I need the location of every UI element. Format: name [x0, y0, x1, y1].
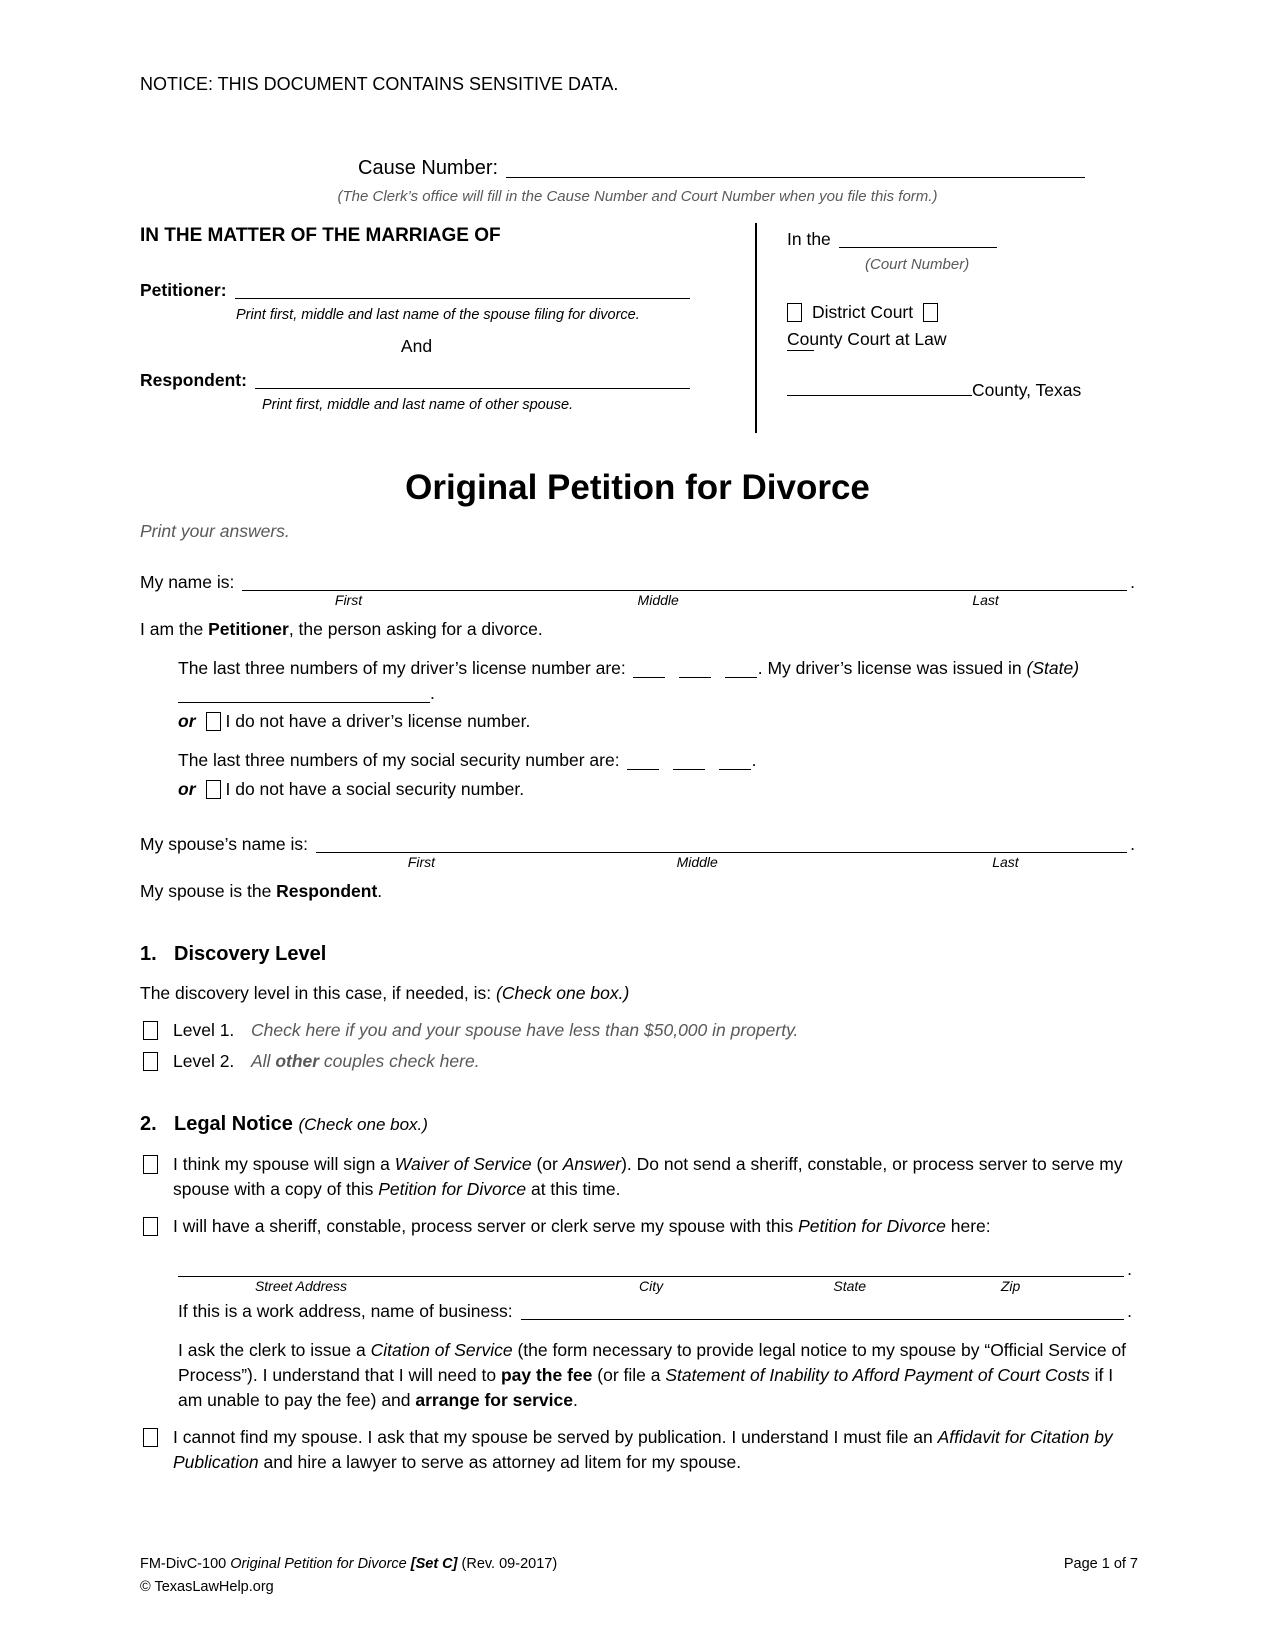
form-revision: (Rev. 09-2017) — [457, 1556, 558, 1573]
last-name-label: Last — [992, 853, 1019, 870]
parties-column — [140, 223, 693, 433]
in-the-court-row — [787, 227, 1135, 252]
city-label: City — [639, 1278, 664, 1295]
answer-term: Answer — [562, 1153, 622, 1174]
district-court-option — [787, 299, 1135, 325]
respondent-name-blank-field[interactable] — [255, 383, 690, 389]
level2-description: All — [251, 1050, 276, 1071]
court-number-blank-field[interactable] — [839, 242, 997, 248]
level2-option — [140, 1049, 1135, 1074]
first-name-label: First — [334, 591, 363, 608]
arrange-for-service-phrase: arrange for service — [415, 1389, 573, 1410]
waiver-checkbox[interactable] — [143, 1155, 158, 1174]
court-type-options — [787, 299, 1135, 352]
form-name: Original Petition for Divorce — [230, 1556, 411, 1573]
respondent-row — [140, 368, 693, 393]
first-name-label: First — [407, 853, 435, 870]
serve-checkbox[interactable] — [143, 1217, 158, 1236]
option-text: at this time. — [526, 1178, 621, 1199]
section1-heading — [140, 940, 1135, 968]
statement-text: I am the — [140, 618, 209, 639]
option-text: I will have a sheriff, constable, process server or clerk serve my spouse with this — [173, 1215, 799, 1236]
form-set: [Set C] — [410, 1556, 458, 1573]
level1-checkbox[interactable] — [143, 1021, 158, 1040]
my-name-blank-field[interactable] — [242, 585, 1127, 608]
citation-text: . — [572, 1389, 578, 1410]
dl-digit-blank-1[interactable] — [633, 660, 665, 678]
county-court-label: County Court at Law — [787, 326, 1135, 352]
pay-the-fee-phrase: pay the fee — [500, 1365, 593, 1386]
check-one-box-note: (Check one box.) — [496, 983, 630, 1004]
case-caption-block — [140, 223, 1135, 433]
waiver-of-service-term: Waiver of Service — [394, 1153, 532, 1174]
middle-name-label: Middle — [637, 591, 679, 608]
form-title: Original Petition for Divorce — [405, 468, 870, 508]
petition-term: Petition for Divorce — [378, 1178, 527, 1199]
no-drivers-license-checkbox[interactable] — [206, 712, 221, 731]
check-one-box-note: (Check one box.) — [298, 1114, 428, 1134]
in-the-label: In the — [787, 229, 831, 250]
dl-state-blank-field[interactable] — [178, 685, 430, 703]
ssn-lead-text: The last three numbers of my social security number are: — [178, 750, 620, 771]
statement-text: , the person asking for a divorce. — [288, 618, 543, 639]
service-address-blank-field[interactable] — [178, 1271, 1124, 1295]
middle-name-label: Middle — [676, 853, 718, 870]
section2-number: 2. — [140, 1112, 157, 1135]
level1-label: Level 1. — [173, 1019, 235, 1040]
or-label: or — [178, 711, 196, 732]
intro-text: The discovery level in this case, if needed, is: — [140, 983, 497, 1004]
or-label: or — [178, 779, 196, 800]
option-text: (or — [531, 1153, 563, 1174]
section2-title: Legal Notice — [174, 1112, 293, 1135]
dl-digit-blank-3[interactable] — [725, 660, 757, 678]
citation-text: (or file a — [592, 1365, 666, 1386]
matter-of-marriage-title: IN THE MATTER OF THE MARRIAGE OF — [140, 225, 501, 247]
my-name-row — [140, 570, 1135, 608]
citation-paragraph — [178, 1338, 1135, 1413]
state-label: State — [833, 1278, 867, 1295]
no-ssn-checkbox[interactable] — [206, 780, 221, 799]
serve-text — [173, 1214, 1135, 1239]
ssn-paragraph — [178, 748, 1135, 773]
court-number-caption: (Court Number) — [865, 256, 970, 274]
section1-title: Discovery Level — [174, 942, 327, 965]
publication-text — [173, 1425, 1135, 1475]
level2-checkbox[interactable] — [143, 1052, 158, 1071]
option-text: I think my spouse will sign a — [173, 1153, 395, 1174]
citation-of-service-term: Citation of Service — [370, 1340, 513, 1361]
petitioner-name-blank-field[interactable] — [235, 293, 690, 299]
respondent-caption: Print first, middle and last name of other spouse. — [262, 397, 574, 414]
option-text: here: — [945, 1215, 991, 1236]
sentence-period: . — [1130, 833, 1135, 854]
sentence-period: . — [751, 750, 757, 771]
dl-mid-text: . My driver’s license was issued in — [757, 657, 1027, 678]
district-court-label: District Court — [812, 302, 914, 323]
cause-number-row — [358, 154, 1088, 182]
no-drivers-license-option — [178, 709, 1135, 734]
county-row — [787, 378, 1135, 403]
waiver-option — [140, 1152, 1135, 1202]
state-hint-label: (State) — [1026, 657, 1080, 678]
waiver-text — [173, 1152, 1135, 1202]
statement-text: My spouse is the — [140, 880, 277, 901]
spouse-name-label: My spouse’s name is: — [140, 833, 308, 854]
work-address-row — [178, 1299, 1132, 1324]
last-name-label: Last — [972, 591, 999, 608]
level1-text — [173, 1018, 1135, 1043]
citation-text: I ask the clerk to issue a — [178, 1340, 371, 1361]
district-court-checkbox[interactable] — [787, 303, 802, 322]
section2-heading — [140, 1110, 1135, 1138]
my-name-label: My name is: — [140, 572, 235, 593]
service-address-row — [178, 1257, 1132, 1295]
spouse-name-row — [140, 832, 1135, 870]
publication-checkbox[interactable] — [143, 1428, 158, 1447]
sentence-period: . — [430, 682, 435, 703]
affidavit-term: Affidavit for Citation by Publication — [173, 1426, 1113, 1472]
cause-number-caption: (The Clerk’s office will fill in the Cause Number and Court Number when you file this form.) — [337, 187, 938, 205]
dl-lead-text: The last three numbers of my driver’s license number are: — [178, 657, 626, 678]
sentence-period: . — [1130, 572, 1135, 593]
no-ssn-option — [178, 777, 1135, 802]
column-gap — [693, 223, 755, 433]
sentence-period: . — [1127, 1258, 1132, 1279]
petitioner-word: Petitioner — [208, 618, 289, 639]
copyright-line: © TexasLawHelp.org — [140, 1578, 274, 1595]
serve-option — [140, 1214, 1135, 1239]
form-code: FM-DivC-100 — [140, 1556, 231, 1573]
petitioner-caption: Print first, middle and last name of the spouse filing for divorce. — [236, 307, 640, 324]
option-text: and hire a lawyer to serve as attorney ad litem for my spouse. — [258, 1451, 742, 1472]
spouse-name-blank-field[interactable] — [316, 847, 1127, 870]
ssn-digit-blank-2[interactable] — [673, 753, 705, 771]
ssn-digit-blank-3[interactable] — [719, 753, 751, 771]
street-address-label: Street Address — [254, 1278, 348, 1295]
drivers-license-paragraph — [178, 656, 1135, 706]
and-label: And — [400, 335, 433, 356]
footer-left — [140, 1553, 557, 1598]
publication-option — [140, 1425, 1135, 1475]
petitioner-row — [140, 278, 693, 303]
option-text: I cannot find my spouse. I ask that my spouse be served by publication. I understand I must file an — [173, 1426, 938, 1447]
citation-text: (the form necessary to provide legal notice to my spouse by “Official Service of Process”). I understand that I will need to — [178, 1340, 1127, 1386]
no-drivers-license-label: I do not have a driver’s license number. — [225, 711, 531, 732]
level2-other-word: other — [275, 1050, 320, 1071]
level1-option — [140, 1018, 1135, 1043]
petitioner-label: Petitioner: — [140, 280, 227, 301]
respondent-statement — [140, 879, 1135, 904]
zip-label: Zip — [1000, 1278, 1021, 1295]
level1-description: Check here if you and your spouse have less than $50,000 in property. — [251, 1019, 799, 1040]
page-footer — [140, 1553, 1138, 1598]
dl-digit-blank-2[interactable] — [679, 660, 711, 678]
form-id-line — [140, 1553, 557, 1575]
section1-intro — [140, 981, 1135, 1006]
cause-number-label: Cause Number: — [358, 156, 499, 179]
ssn-digit-blank-1[interactable] — [627, 753, 659, 771]
court-column — [755, 223, 1135, 433]
respondent-label: Respondent: — [140, 370, 247, 391]
cause-number-blank-field[interactable] — [506, 172, 1085, 178]
statement-of-inability-term: Statement of Inability to Afford Payment of Court Costs — [665, 1365, 1090, 1386]
work-address-label: If this is a work address, name of business: — [178, 1301, 513, 1322]
page-number: Page 1 of 7 — [1063, 1556, 1138, 1573]
business-name-blank-field[interactable] — [521, 1314, 1125, 1320]
level2-description: couples check here. — [319, 1050, 480, 1071]
citation-text: if I am unable to pay the fee) and — [178, 1365, 1114, 1410]
petition-term: Petition for Divorce — [798, 1215, 946, 1236]
respondent-word: Respondent — [276, 880, 378, 901]
no-ssn-label: I do not have a social security number. — [225, 779, 525, 800]
statement-text: . — [377, 880, 383, 901]
county-court-checkbox[interactable] — [923, 303, 938, 322]
sentence-period: . — [1127, 1301, 1132, 1322]
option-text: ). Do not send a sheriff, constable, or process server to serve my spouse with a copy of this — [173, 1153, 1123, 1199]
petitioner-statement — [140, 617, 1135, 642]
level2-label: Level 2. — [173, 1050, 235, 1071]
level2-text — [173, 1049, 1135, 1074]
sensitive-data-notice: NOTICE: THIS DOCUMENT CONTAINS SENSITIVE DATA. — [140, 74, 619, 94]
section1-number: 1. — [140, 942, 157, 965]
county-blank-field[interactable] — [787, 378, 972, 396]
county-texas-label: County, Texas — [972, 379, 1082, 400]
print-answers-note: Print your answers. — [140, 521, 290, 542]
